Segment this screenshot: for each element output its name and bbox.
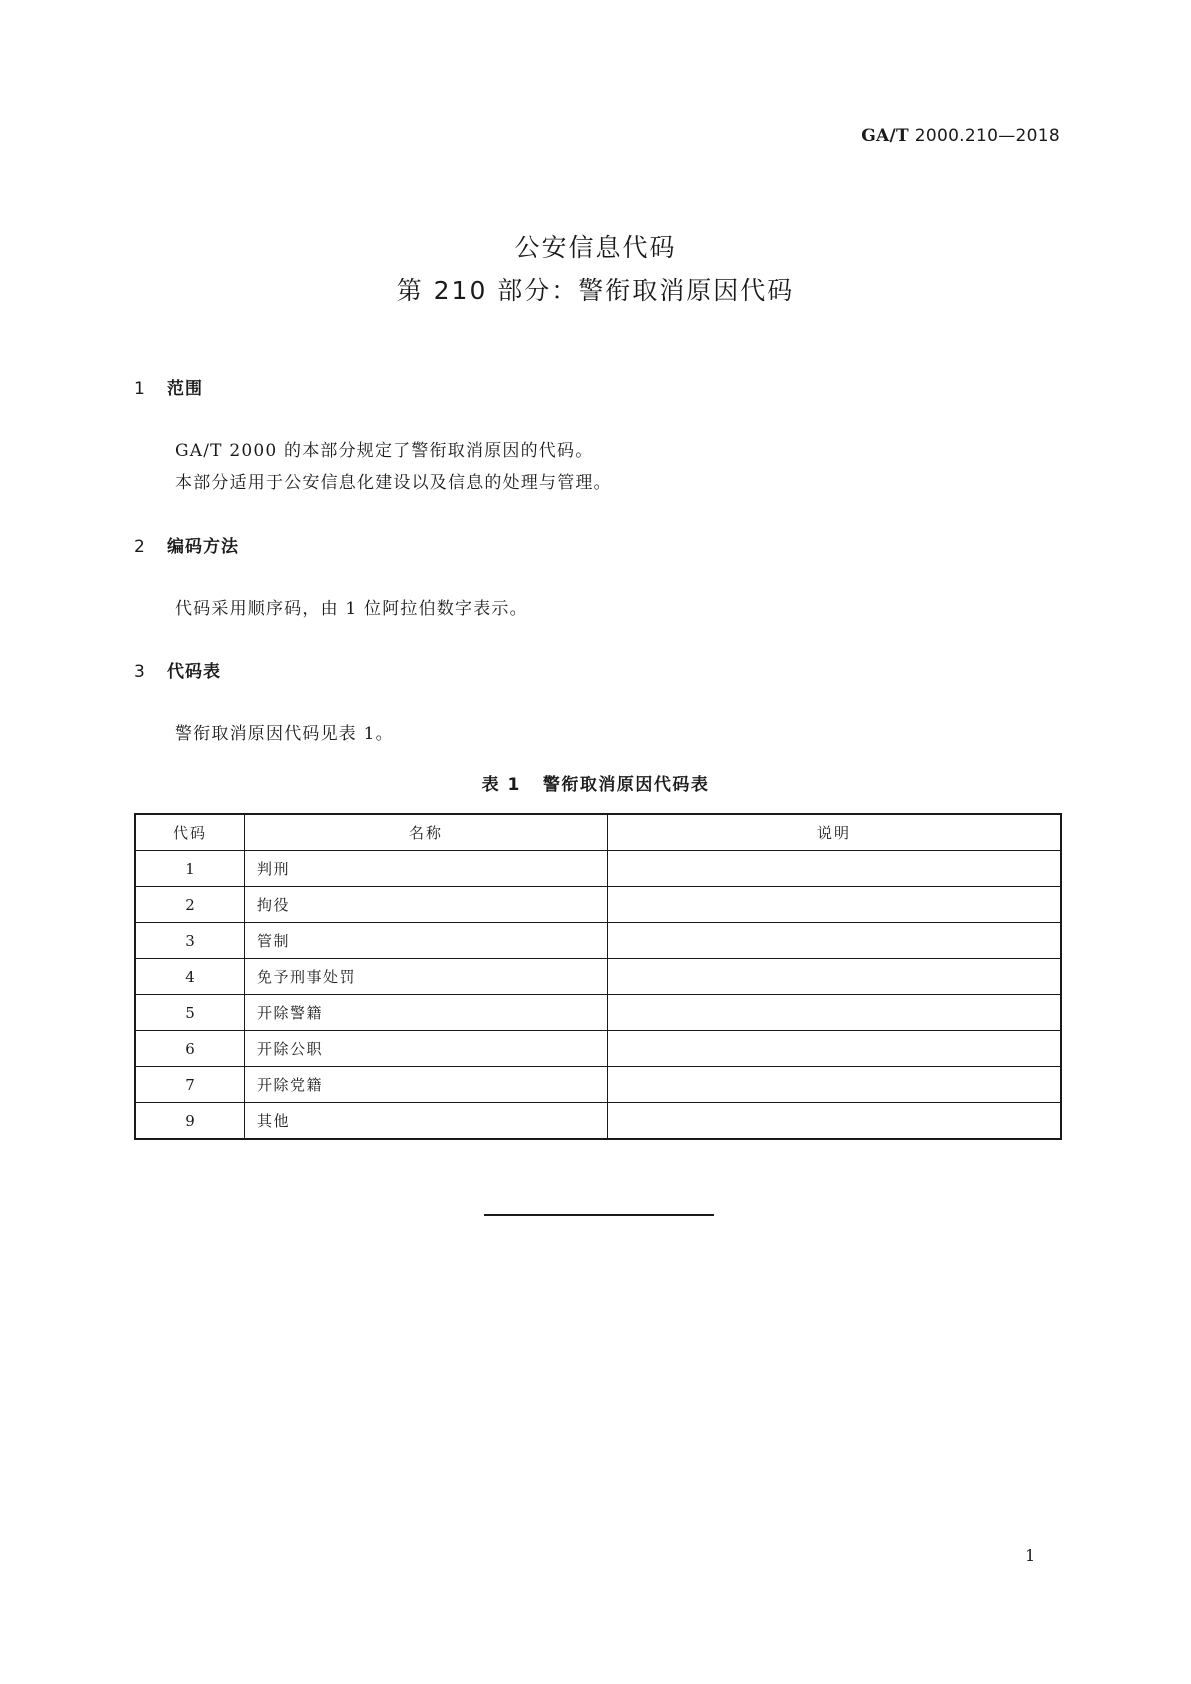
cell-code: 9	[135, 1103, 245, 1140]
cell-name: 开除党籍	[245, 1067, 608, 1103]
cell-description	[608, 923, 1062, 959]
table-caption	[0, 770, 1191, 795]
section-title: 范围	[167, 379, 203, 399]
end-of-document-rule	[484, 1214, 714, 1216]
page-number: 1	[1025, 1546, 1036, 1565]
table-header-row	[135, 814, 1061, 851]
standard-prefix: GA/T	[861, 126, 909, 146]
cell-code: 6	[135, 1031, 245, 1067]
section-title: 编码方法	[167, 537, 239, 557]
header-description: 说明	[608, 814, 1062, 851]
cell-name: 其他	[245, 1103, 608, 1140]
table-row	[135, 959, 1061, 995]
standard-number: 2000.210—2018	[914, 126, 1060, 146]
section-number: 3	[134, 662, 146, 682]
section-heading-encoding	[134, 532, 239, 557]
table-caption-number: 表 1	[481, 775, 521, 795]
cell-name: 开除警籍	[245, 995, 608, 1031]
table-row	[135, 1103, 1061, 1140]
cell-description	[608, 887, 1062, 923]
title-line-2: 第 210 部分：警衔取消原因代码	[396, 276, 795, 305]
paragraph: GA/T 2000 的本部分规定了警衔取消原因的代码。	[175, 441, 594, 461]
table-row	[135, 851, 1061, 887]
cell-code: 2	[135, 887, 245, 923]
title-line-1: 公安信息代码	[514, 233, 677, 262]
table-row	[135, 887, 1061, 923]
header-code: 代码	[135, 814, 245, 851]
table-caption-title: 警衔取消原因代码表	[542, 775, 710, 795]
cell-description	[608, 995, 1062, 1031]
cell-code: 7	[135, 1067, 245, 1103]
cell-name: 判刑	[245, 851, 608, 887]
cell-description	[608, 1031, 1062, 1067]
cell-description	[608, 959, 1062, 995]
standard-code	[861, 126, 1060, 146]
cell-name: 拘役	[245, 887, 608, 923]
cell-code: 4	[135, 959, 245, 995]
paragraph: 代码采用顺序码，由 1 位阿拉伯数字表示。	[175, 599, 528, 619]
cell-description	[608, 851, 1062, 887]
table-row	[135, 995, 1061, 1031]
document-title	[0, 226, 1191, 312]
cell-description	[608, 1103, 1062, 1140]
cell-description	[608, 1067, 1062, 1103]
paragraph: 本部分适用于公安信息化建设以及信息的处理与管理。	[175, 473, 612, 493]
section-number: 1	[134, 379, 146, 399]
cell-name: 管制	[245, 923, 608, 959]
paragraph: 警衔取消原因代码见表 1。	[175, 724, 394, 744]
cell-name: 开除公职	[245, 1031, 608, 1067]
cell-name: 免予刑事处罚	[245, 959, 608, 995]
section-heading-scope	[134, 374, 203, 399]
code-table	[134, 813, 1062, 1140]
section-number: 2	[134, 537, 146, 557]
table-row	[135, 1031, 1061, 1067]
cell-code: 1	[135, 851, 245, 887]
section-title: 代码表	[167, 662, 221, 682]
table-row	[135, 1067, 1061, 1103]
cell-code: 5	[135, 995, 245, 1031]
header-name: 名称	[245, 814, 608, 851]
cell-code: 3	[135, 923, 245, 959]
section-heading-code-table	[134, 657, 221, 682]
table-row	[135, 923, 1061, 959]
